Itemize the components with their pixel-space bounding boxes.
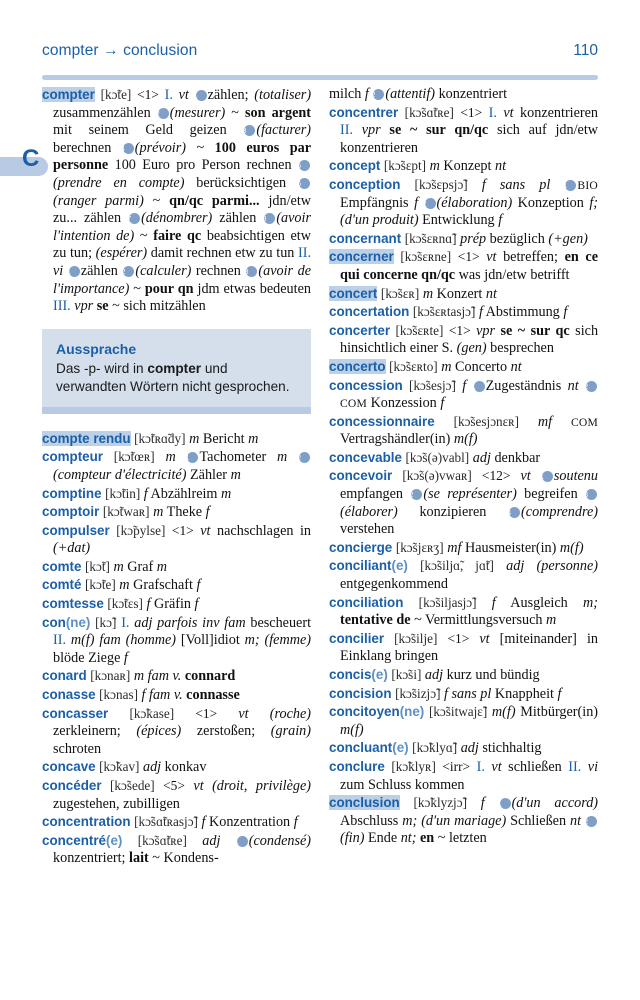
- dictionary-entry: comté [kɔ̃te] m Grafschaft f: [42, 577, 201, 594]
- dictionary-entry: conciliant(e) [kɔ̃siljɑ̃, jɑ̃t] adj (personne) entgegenkommend: [329, 558, 599, 593]
- dictionary-entry: concertation [kɔ̃sɛʀtasjɔ̃] f Abstimmung f: [329, 304, 568, 321]
- dictionary-entry: concision [kɔ̃sizjɔ̃] f sans pl Knappheit f: [329, 685, 562, 702]
- dictionary-entry: conception [kɔ̃sɛpsjɔ̃] f sans pl 1 BIO Empfängnis f 2 (élaboration) Konzeption f; (d'un produit) Entwicklung f: [329, 176, 599, 229]
- dictionary-entry: compteur [kɔ̃tœʀ] m 1 Tachometer m 2(compteur d'électricité) Zähler m: [42, 448, 311, 484]
- dictionary-entry: concéder [kɔ̃sede] <5> vt (droit, privilège) zugestehen, zubilligen: [42, 778, 312, 812]
- dictionary-entry: concerner [kɔ̃sɛʀne] <1> vt betreffen; en ce qui concerne qn/qc was jdn/etw betrifft: [329, 249, 598, 283]
- usage-note-box: [42, 329, 311, 414]
- dictionary-entry: concessionnaire [kɔ̃sesjɔnɛʀ] mf COM Vertragshändler(in) m(f): [329, 413, 598, 448]
- dictionary-entry: conclusion [kɔ̃klyzjɔ̃] f 1 (d'un accord) Abschluss m; (d'un mariage) Schließen nt 2(fin) Ende nt; en ~ letzten: [329, 795, 599, 847]
- page-header: [42, 42, 598, 76]
- dictionary-entry: concept [kɔ̃sɛpt] m Konzept nt: [329, 158, 507, 175]
- entry-continuation: milch f 2 (attentif) konzentriert: [329, 86, 508, 102]
- dictionary-entry: conciliation [kɔ̃siljasjɔ̃] f Ausgleich m; tentative de ~ Vermittlungsversuch m: [329, 594, 599, 629]
- dictionary-entry: concernant [kɔ̃sɛʀnɑ̃] prép bezüglich (+gen): [329, 230, 588, 247]
- page-columns: [42, 86, 598, 986]
- dictionary-entry: comte [kɔ̃t] m Graf m: [42, 558, 168, 575]
- dictionary-entry: concentration [kɔ̃sɑ̃tʀasjɔ̃] f Konzentration f: [42, 814, 298, 831]
- dictionary-entry: concerto [kɔ̃sɛʀto] m Concerto nt: [329, 358, 522, 375]
- dictionary-entry: concasser [kɔ̃kase] <1> vt (roche) zerkleinern; (épices) zerstoßen; (grain) schroten: [42, 705, 312, 757]
- header-rule: [42, 75, 598, 80]
- dictionary-entry: compte rendu [kɔ̃tʀɑ̃dy] m Bericht m: [42, 430, 259, 447]
- dictionary-entry: comtesse [kɔ̃tɛs] f Gräfin f: [42, 596, 199, 613]
- dictionary-entry: concitoyen(ne) [kɔ̃sitwajɛ̃] m(f) Mitbürger(in) m(f): [329, 704, 599, 738]
- dictionary-entry: concilier [kɔ̃silje] <1> vt [miteinander] in Einklang bringen: [329, 630, 598, 665]
- dictionary-entry: concevoir [kɔ̃s(ə)vwaʀ] <12> vt 1 soutenu empfangen 2 (se représenter) begreifen 3(élaborer) konzipieren 4 (comprendre) verstehen: [329, 468, 598, 538]
- dictionary-entry: concentré(e) [kɔ̃sɑ̃tʀe] adj 1 (condensé) konzentriert; lait ~ Kondens-: [42, 832, 312, 867]
- dictionary-entry: concis(e) [kɔ̃si] adj kurz und bündig: [329, 667, 540, 683]
- dictionary-entry: con(ne) [kɔ̃] I. adj parfois inv fam bescheuert II. m(f) fam (homme) [Voll]idiot m; (femme) blöde Ziege f: [42, 614, 312, 666]
- left-column: [42, 86, 311, 986]
- dictionary-entry: comptine [kɔ̃tin] f Abzählreim m: [42, 485, 232, 502]
- usage-note-title: Aussprache: [56, 340, 137, 357]
- dictionary-entry: conasse [kɔnas] f fam v. connasse: [42, 687, 240, 704]
- dictionary-entry: concentrer [kɔ̃sɑ̃tʀe] <1> I. vt konzentrieren II. vpr se ~ sur qn/qc sich auf jdn/etw konzentrieren: [329, 104, 599, 156]
- right-column: [329, 86, 598, 986]
- dictionary-entry: compter [kɔ̃te] <1> I. vt 1 zählen; (totaliser) zusammenzählen 2 (mesurer) ~ son argent mit seinem Geld geizen 3 (facturer) berechnen 4 (prévoir) ~ 100 euros par personne 100 Euro pro Person rechnen 5(prendre en compte) berücksichtigen 6(ranger parmi) ~ qn/qc parmi... jdn/etw zu... zählen 7 (dénombrer) zählen 8 (avoir l'intention de) ~ faire qc beabsichtigen etw zu tun; (espérer) damit rechnen etw zu tun II. vi 1 zählen 2 (calculer) rechnen 3 (avoir de l'importance) ~ pour qn jdm etwas bedeuten III. vpr se ~ sich mitzählen: [42, 87, 312, 315]
- dictionary-entry: conard [kɔnaʀ] m fam v. connard: [42, 668, 236, 685]
- dictionary-entry: comptoir [kɔ̃twaʀ] m Theke f: [42, 504, 210, 521]
- thumb-tab-letter: C: [22, 145, 40, 172]
- dictionary-entry: concevable [kɔ̃s(ə)vabl] adj denkbar: [329, 449, 541, 466]
- dictionary-entry: concluant(e) [kɔ̃klyɑ̃] adj stichhaltig: [329, 740, 542, 757]
- dictionary-entry: concert [kɔ̃sɛʀ] m Konzert nt: [329, 285, 497, 302]
- dictionary-entry: concession [kɔ̃sesjɔ̃] f 1 Zugeständnis nt 2COM Konzession f: [329, 377, 598, 413]
- dictionary-entry: concerter [kɔ̃sɛʀte] <1> vpr se ~ sur qc sich hinsichtlich einer S. (gen) besprechen: [329, 322, 599, 357]
- usage-note-body: Das -p- wird in compter und verwandten Wörtern nicht gesprochen.: [56, 360, 290, 395]
- running-head: compter → conclusion: [42, 42, 198, 59]
- dictionary-entry: compulser [kɔ̃pylse] <1> vt nachschlagen in (+dat): [42, 522, 312, 557]
- page-number: 110: [573, 42, 598, 59]
- dictionary-entry: concierge [kɔ̃sjɛʀʒ] mf Hausmeister(in) m(f): [329, 539, 584, 556]
- dictionary-entry: concave [kɔ̃kav] adj konkav: [42, 759, 207, 776]
- dictionary-entry: conclure [kɔ̃klyʀ] <irr> I. vt schließen II. vi zum Schluss kommen: [329, 758, 599, 793]
